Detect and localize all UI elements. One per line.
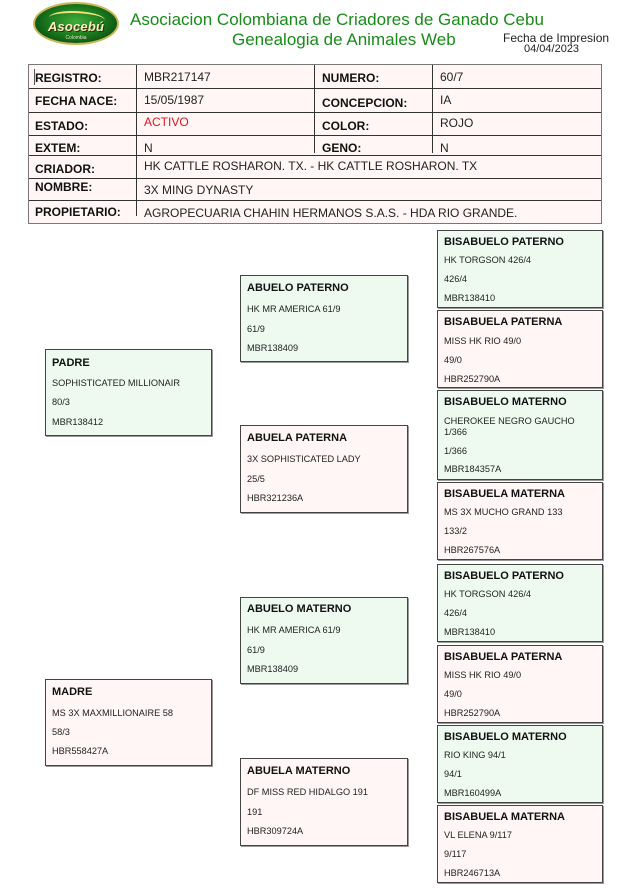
bisabuela-title: BISABUELA MATERNA xyxy=(444,488,565,500)
bisabuela-box xyxy=(437,805,603,883)
abuela-paterna-title: ABUELA PATERNA xyxy=(247,432,348,444)
asocebu-logo xyxy=(33,2,119,45)
concepcion-label: CONCEPCION: xyxy=(322,96,408,110)
padre-number: 80/3 xyxy=(52,397,70,407)
geno-value: N xyxy=(440,141,449,155)
propietario-label: PROPIETARIO: xyxy=(35,205,121,219)
bisabuela-title: BISABUELA PATERNA xyxy=(444,316,563,328)
abuelo-paterno-name: HK MR AMERICA 61/9 xyxy=(247,304,341,314)
print-date: 04/04/2023 xyxy=(524,43,580,55)
bisabuelo-registro: MBR184357A xyxy=(444,464,502,474)
abuelo-materno-box xyxy=(240,597,408,684)
numero-value: 60/7 xyxy=(440,70,464,84)
bisabuelo-title: BISABUELO PATERNO xyxy=(444,570,564,582)
abuela-materna-number: 191 xyxy=(247,807,263,817)
bisabuelo-name-continued: 1/366 xyxy=(444,427,467,437)
concepcion-value: IA xyxy=(440,93,452,107)
bisabuelo-number: 94/1 xyxy=(444,769,462,779)
padre-title: PADRE xyxy=(52,357,90,369)
bisabuela-number: 133/2 xyxy=(444,526,467,536)
info-row-criador xyxy=(29,155,601,179)
info-row-fecha xyxy=(29,88,601,113)
color-value: ROJO xyxy=(440,116,474,130)
bisabuelo-title: BISABUELO MATERNO xyxy=(444,396,567,408)
abuela-paterna-number: 25/5 xyxy=(247,474,265,484)
bisabuelo-box xyxy=(437,390,603,480)
info-row-extem xyxy=(29,135,601,156)
bisabuelo-title: BISABUELO PATERNO xyxy=(444,236,564,248)
abuela-paterna-registro: HBR321236A xyxy=(247,493,304,503)
abuela-materna-name: DF MISS RED HIDALGO 191 xyxy=(247,787,368,797)
abuelo-materno-number: 61/9 xyxy=(247,645,265,655)
bisabuelo-registro: MBR138410 xyxy=(444,627,496,637)
abuela-paterna-box xyxy=(240,425,408,513)
criador-value: HK CATTLE ROSHARON. TX. - HK CATTLE ROSHARON. TX xyxy=(144,159,478,173)
estado-value: ACTIVO xyxy=(144,115,189,129)
madre-title: MADRE xyxy=(52,686,93,698)
bisabuelo-number: 426/4 xyxy=(444,608,467,618)
bisabuela-registro: HBR252790A xyxy=(444,374,501,384)
madre-name: MS 3X MAXMILLIONAIRE 58 xyxy=(52,708,174,718)
abuela-materna-title: ABUELA MATERNO xyxy=(247,765,351,777)
nombre-label: NOMBRE: xyxy=(35,180,93,194)
column-divider xyxy=(314,65,315,153)
logo-subtext: Colombia xyxy=(65,35,87,41)
bisabuelo-registro: MBR160499A xyxy=(444,788,502,798)
bisabuelo-name: RIO KING 94/1 xyxy=(444,750,506,760)
bisabuela-name: MISS HK RIO 49/0 xyxy=(444,670,522,680)
bisabuela-name: MS 3X MUCHO GRAND 133 xyxy=(444,507,563,517)
propietario-value: AGROPECUARIA CHAHIN HERMANOS S.A.S. - HDA RIO GRANDE. xyxy=(144,206,518,220)
abuela-paterna-name: 3X SOPHISTICATED LADY xyxy=(247,454,361,464)
madre-box xyxy=(45,679,212,766)
extem-value: N xyxy=(144,141,153,155)
nombre-value: 3X MING DYNASTY xyxy=(144,183,254,197)
bisabuelo-title: BISABUELO MATERNO xyxy=(444,731,567,743)
abuela-materna-box xyxy=(240,758,408,846)
bisabuela-name: VL ELENA 9/117 xyxy=(444,830,512,840)
bisabuelo-number: 1/366 xyxy=(444,446,467,456)
abuela-materna-registro: HBR309724A xyxy=(247,826,304,836)
bisabuelo-name: CHEROKEE NEGRO GAUCHO xyxy=(444,416,575,426)
bisabuelo-box xyxy=(437,230,603,308)
bisabuela-title: BISABUELA PATERNA xyxy=(444,651,563,663)
bisabuelo-number: 426/4 xyxy=(444,274,467,284)
bisabuela-box xyxy=(437,645,603,723)
bisabuelo-registro: MBR138410 xyxy=(444,293,496,303)
info-row-registro xyxy=(29,65,601,89)
padre-registro: MBR138412 xyxy=(52,417,104,427)
bisabuela-registro: HBR246713A xyxy=(444,868,501,878)
bisabuela-registro: HBR267576A xyxy=(444,545,501,555)
bisabuela-box xyxy=(437,310,603,388)
bisabuelo-name: HK TORGSON 426/4 xyxy=(444,255,531,265)
bisabuela-box xyxy=(437,482,603,560)
print-date-label: Fecha de Impresion xyxy=(503,31,610,45)
madre-number: 58/3 xyxy=(52,727,70,737)
logo-text: Asocebú xyxy=(47,19,105,34)
bisabuelo-box xyxy=(437,725,603,803)
numero-label: NUMERO: xyxy=(322,71,380,85)
info-row-propietario xyxy=(29,200,601,223)
abuelo-paterno-box xyxy=(240,275,408,362)
bisabuela-name: MISS HK RIO 49/0 xyxy=(444,336,522,346)
bisabuela-number: 49/0 xyxy=(444,689,462,699)
padre-name: SOPHISTICATED MILLIONAIR xyxy=(52,378,180,388)
geno-label: GENO: xyxy=(322,141,362,155)
column-divider xyxy=(432,65,433,153)
bisabuelo-box xyxy=(437,564,603,642)
padre-box xyxy=(45,349,212,436)
abuelo-paterno-registro: MBR138409 xyxy=(247,343,299,353)
text-cursor xyxy=(34,69,35,85)
animal-info-table xyxy=(28,64,602,224)
estado-label: ESTADO: xyxy=(35,119,89,133)
registro-label: REGISTRO: xyxy=(35,71,102,85)
bisabuela-number: 49/0 xyxy=(444,355,462,365)
info-row-nombre xyxy=(29,178,601,201)
color-label: COLOR: xyxy=(322,119,370,133)
criador-label: CRIADOR: xyxy=(35,162,95,176)
abuelo-materno-title: ABUELO MATERNO xyxy=(247,603,352,615)
registro-value: MBR217147 xyxy=(144,70,211,84)
abuelo-materno-registro: MBR138409 xyxy=(247,664,299,674)
abuelo-materno-name: HK MR AMERICA 61/9 xyxy=(247,625,341,635)
abuelo-paterno-number: 61/9 xyxy=(247,324,265,334)
extem-label: EXTEM: xyxy=(35,141,81,155)
info-row-estado xyxy=(29,112,601,136)
page-title: Asociacion Colombiana de Criadores de Ganado Cebu xyxy=(130,10,544,29)
column-divider xyxy=(136,65,137,216)
madre-registro: HBR558427A xyxy=(52,746,109,756)
bisabuela-title: BISABUELA MATERNA xyxy=(444,811,565,823)
bisabuelo-name: HK TORGSON 426/4 xyxy=(444,589,531,599)
bisabuela-number: 9/117 xyxy=(444,849,467,859)
page-subtitle: Genealogia de Animales Web xyxy=(232,30,456,49)
abuelo-paterno-title: ABUELO PATERNO xyxy=(247,282,349,294)
bisabuela-registro: HBR252790A xyxy=(444,708,501,718)
fecha-nace-label: FECHA NACE: xyxy=(35,94,118,108)
fecha-nace-value: 15/05/1987 xyxy=(144,93,205,107)
